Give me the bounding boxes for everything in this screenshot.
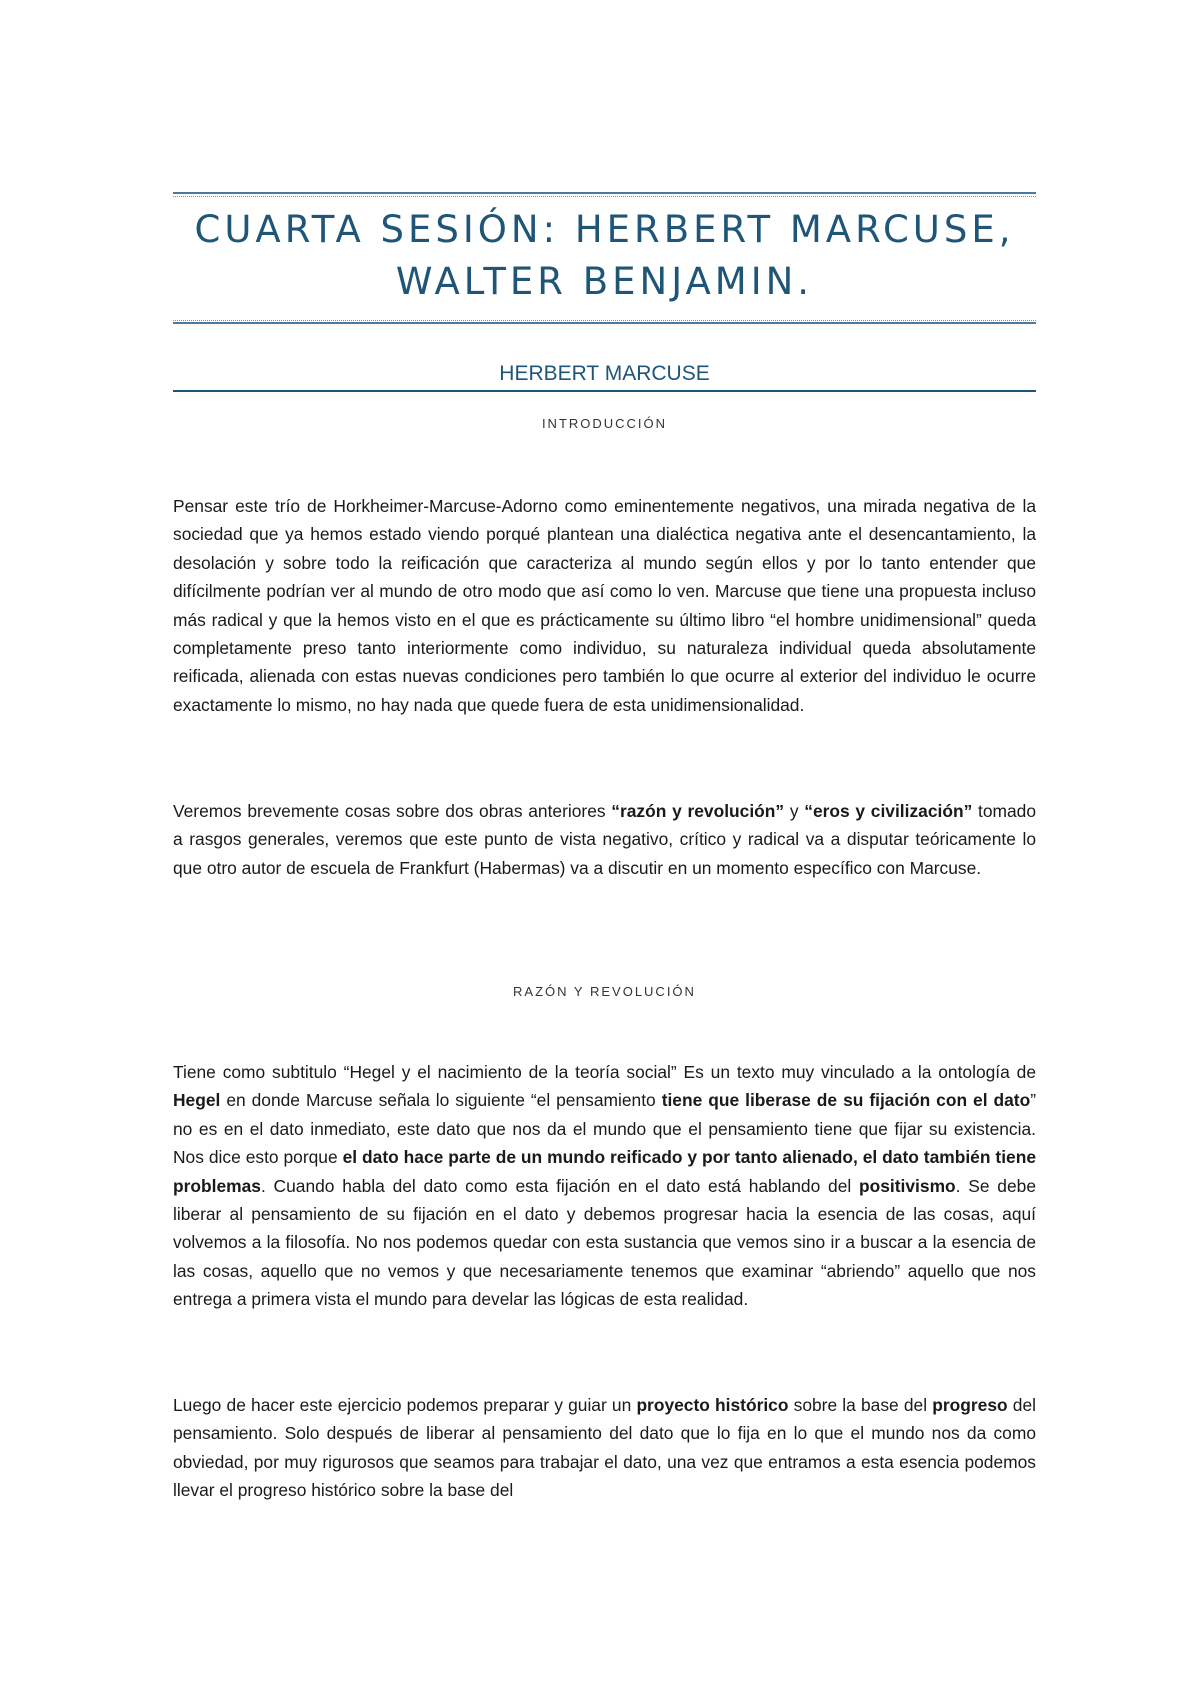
bold-span: “razón y revolución”: [611, 801, 785, 821]
text-span: y: [784, 801, 805, 821]
section-heading: HERBERT MARCUSE: [173, 360, 1036, 392]
bold-span: progreso: [932, 1395, 1008, 1415]
text-span: Veremos brevemente cosas sobre dos obras anteriores: [173, 801, 612, 821]
text-span: en donde Marcuse señala lo siguiente “el pensamiento: [220, 1090, 662, 1111]
document-title-line-2: WALTER BENJAMIN.: [395, 260, 814, 303]
text-span: Tiene como subtitulo “Hegel y el nacimiento de la teoría social” Es un texto muy vinculado a la ontología de: [173, 1062, 1036, 1082]
paragraph-intro-2: [173, 797, 1036, 882]
bold-span: tiene que liberase de su fijación con el dato: [661, 1090, 1031, 1111]
title-bottom-rule: [173, 322, 1036, 324]
bold-span: el dato hace parte de un mundo reificado y por tanto alienado, el dato también tiene problemas: [173, 1147, 1036, 1196]
paragraph-razon-2: [173, 1391, 1036, 1505]
document-page: [173, 0, 1036, 1698]
paragraph-razon-1: [173, 1058, 1036, 1314]
document-title-line-1: CUARTA SESIÓN: HERBERT MARCUSE,: [194, 208, 1015, 251]
bold-span: Hegel: [173, 1090, 221, 1111]
subheading-introduccion: INTRODUCCIÓN: [541, 416, 668, 431]
bold-span: proyecto histórico: [636, 1395, 789, 1415]
document-title: [173, 194, 1036, 322]
title-top-rule: [173, 192, 1036, 194]
text-span: . Se debe liberar al pensamiento de su fijación en el dato y debemos progresar hacia la esencia de las cosas, aquí volvemos a la filosofía. No nos podemos quedar con esta sustancia que vemos sino ir a buscar a la esencia de las cosas, aquello que no vemos y que necesariamente tenemos que examinar “abriendo” aquello que nos entrega a primera vista el mundo para develar las lógicas de esta realidad.: [173, 1175, 1036, 1310]
text-span: ” no es en el dato inmediato, este dato que nos da el mundo que el pensamiento tiene que fijar su existencia. Nos dice esto porque: [173, 1090, 1036, 1168]
text-span: tomado a rasgos generales, veremos que este punto de vista negativo, crítico y radical va a disputar teóricamente lo que otro autor de escuela de Frankfurt (Habermas) va a discutir en un momento específico con Marcuse.: [173, 801, 1037, 878]
paragraph-intro-1: Pensar este trío de Horkheimer-Marcuse-Adorno como eminentemente negativos, una mirada negativa de la sociedad que ya hemos estado viendo porqué plantean una dialéctica negativa ante el desencantamiento, la desolación y sobre todo la reificación que caracteriza al mundo según ellos y por lo tanto entender que difícilmente podrían ver al mundo de otro modo que así como lo ven. Marcuse que tiene una propuesta incluso más radical y que la hemos visto en el que es prácticamente su último libro “el hombre unidimensional” queda completamente preso tanto interiormente como individuo, su naturaleza individual queda absolutamente reificada, alienada con estas nuevas condiciones pero también lo que ocurre al exterior del individuo le ocurre exactamente lo mismo, no hay nada que quede fuera de esta unidimensionalidad.: [173, 496, 1036, 715]
text-span: del pensamiento. Solo después de liberar al pensamiento del dato que lo fija en lo que el mundo nos da como obviedad, por muy rigurosos que seamos para trabajar el dato, una vez que entramos a esta esencia podemos llevar el progreso histórico sobre la base del: [173, 1395, 1036, 1501]
bold-span: positivismo: [859, 1175, 956, 1196]
title-block: [173, 192, 1036, 324]
subheading-razon-y-revolucion: RAZÓN Y REVOLUCIÓN: [513, 984, 696, 999]
text-span: sobre la base del: [788, 1395, 933, 1415]
bold-span: “eros y civilización”: [804, 801, 973, 821]
text-span: . Cuando habla del dato como esta fijación en el dato está hablando del: [260, 1175, 860, 1196]
text-span: Luego de hacer este ejercicio podemos preparar y guiar un: [173, 1395, 637, 1415]
